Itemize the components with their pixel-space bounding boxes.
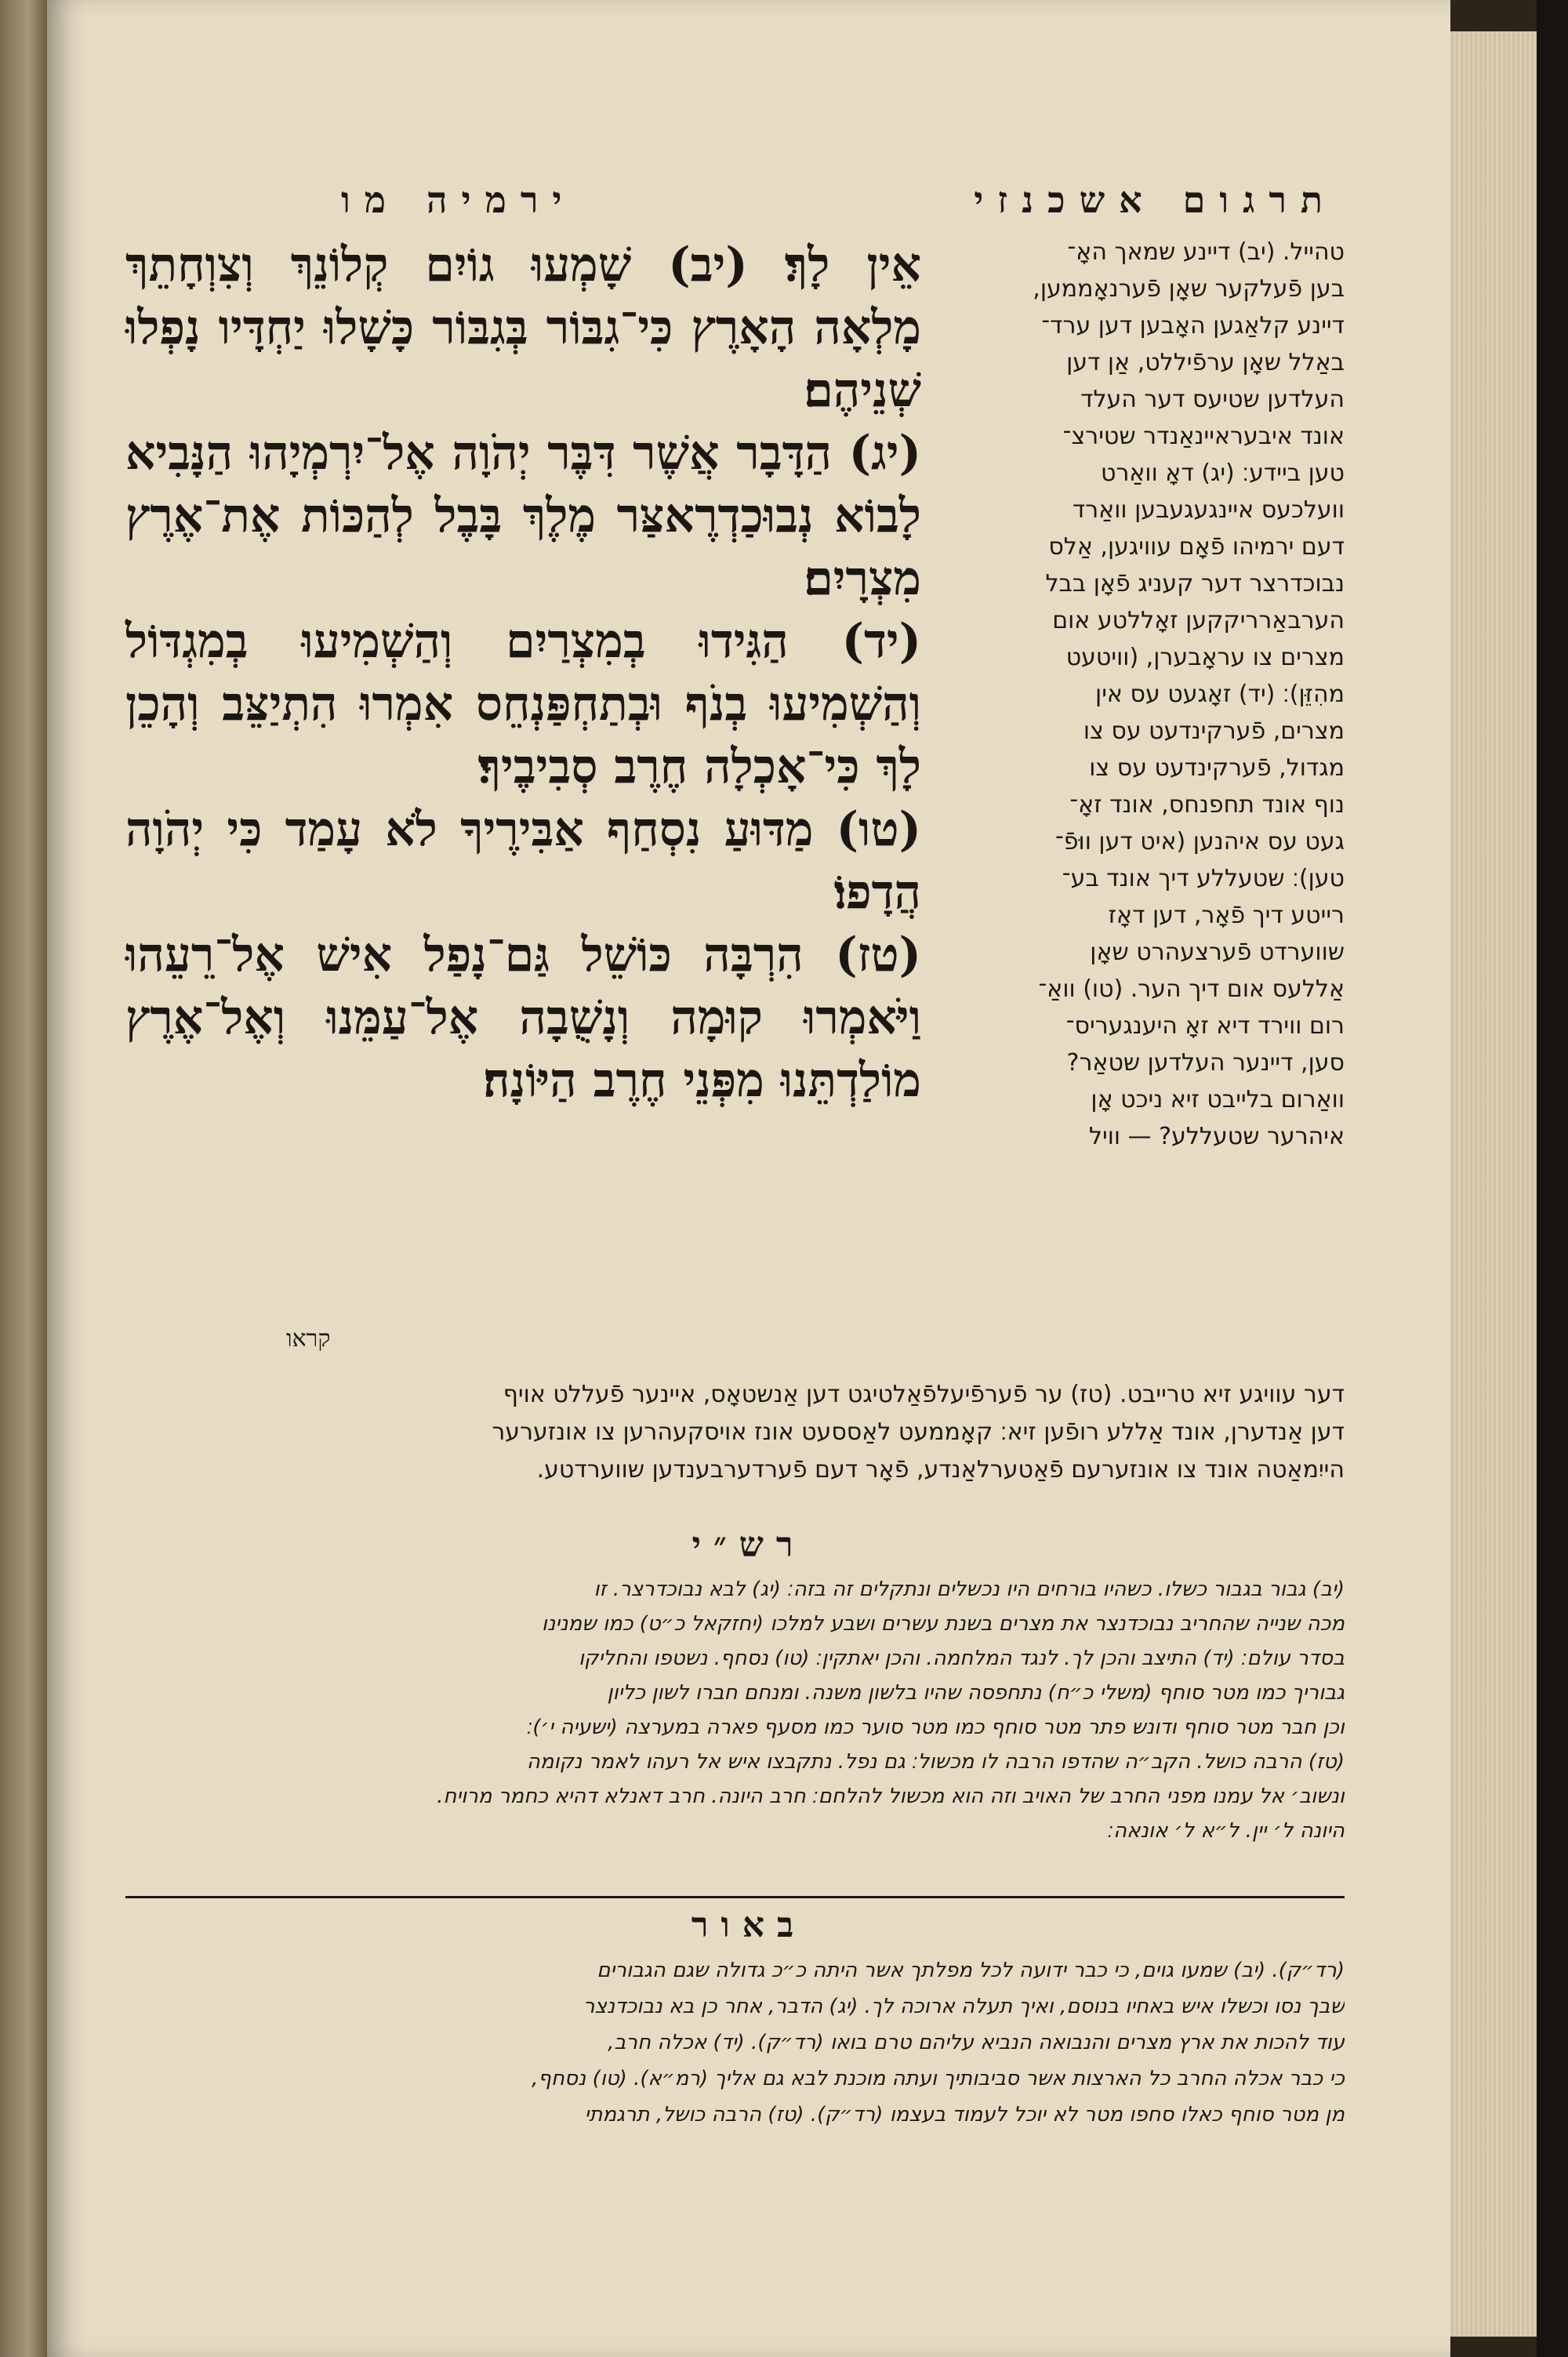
rashi-line: בסדר עולם׃ (יד) התיצב והכן לך. לנגד המלחמה. והכן יאתקין׃ (טו) נסחף. נשטפו והחליקו xyxy=(578,1647,1345,1670)
targum-line: דען אַנדערן, אונד אַללע רופֿען זיא׃ קאָממעט לאַססעט אונז אויסקעהרען צו אונזערער xyxy=(492,1418,1345,1446)
targum-line: טען)׃ שטעללע דיך אונד בע־ xyxy=(1062,865,1345,892)
targum-line: נבוכדרצר דער קעניג פֿאָן בבל xyxy=(1045,570,1345,597)
biur-line: כי כבר אכלה החרב כל הארצות אשר סביבותיך ועתה מוכנת לבא גם אליך (רמ״א). (טו) נסחף, xyxy=(532,2067,1345,2090)
targum-line: מהִזֵּן)׃ (יד) זאָגעט עס אין xyxy=(1095,681,1345,708)
running-header-book-chapter: ירמיה מו xyxy=(341,179,576,221)
targum-line: מצרים, פֿערקינדעט עס צו xyxy=(1083,717,1345,745)
verse: (טז) הִרְבָּה כּוֹשֵׁל גַּם־נָפַל אִישׁ אֶל־רֵעֵהוּ וַיֹּאמְרוּ קוּמָה וְנָשֻׁבָה אֶל־עַמֵּנוּ וְאֶל־אֶרֶץ מוֹלַדְתֵּנוּ מִפְּנֵי חֶרֶב הַיּוֹנָה׃ xyxy=(125,928,921,1108)
verse: (טו) מַדּוּעַ נִסְחַף אַבִּירֶיךָ לֹא עָמַד כִּי יְהֹוָה הֲדָפוֹ׃ xyxy=(125,802,921,920)
targum-line: מגדול, פֿערקינדעט עס צו xyxy=(1089,754,1345,782)
section-divider xyxy=(125,1896,1345,1898)
biur-line: שבך נסו וכשלו איש באחיו בנוסם, ואיך תעלה ארוכה לך. (יג) הדבר, אחר כן בא נבוכדנצר xyxy=(583,1995,1345,2018)
biur-line: מן מטר סוחף כאלו סחפו מטר לא יוכל לעמוד בעצמו (רד״ק). (טז) הרבה כושל, תרגמתי xyxy=(584,2103,1345,2126)
biur-line: (רד״ק). (יב) שמעו גוים, כי כבר ידועה לכל מפלתך אשר היתה כ״כ גדולה שגם הגבורים xyxy=(597,1959,1345,1982)
targum-line: נוף אונד תחפנחס, אונד זאָ־ xyxy=(1069,791,1345,819)
targum-line: אַללעס אום דיך הער. (טו) וואַ־ xyxy=(1038,975,1345,1003)
targum-line: וועלכעס איינגעגעבען וואַרד xyxy=(1072,496,1345,524)
targum-continuation xyxy=(125,1376,1345,1489)
rashi-line: (טז) הרבה כושל. הקב״ה שהדפו הרבה לו מכשול׃ גם נפל. נתקבצו איש אל רעהו לאמר נקומה xyxy=(526,1750,1345,1774)
targum-line: הערבאַרריקקען זאָללטע אום xyxy=(1052,607,1345,634)
rashi-line: גבוריך כמו מטר סוחף (משלי כ״ח) נתחפסה שהיו בלשון משנה. ומנחם חברו לשון כליון xyxy=(607,1681,1345,1705)
book-page xyxy=(47,0,1450,2357)
verse: (יג) הַדָּבָר אֲשֶׁר דִּבֶּר יְהֹוָה אֶל־יִרְמְיָהוּ הַנָּבִיא לָבוֹא נְבוּכַדְרֶאצַּר מֶלֶךְ בָּבֶל לְהַכּוֹת אֶת־אֶרֶץ מִצְרָיִם׃ xyxy=(125,426,921,606)
bible-text-block xyxy=(125,234,921,1112)
rashi-line: מכה שנייה שהחריב נבוכדנצר את מצרים בשנת עשרים ושבע למלכו (יחזקאל כ״ט) כמו שמנינו xyxy=(541,1612,1345,1636)
targum-line: דעם ירמיהו פֿאָם עוויגען, אַלס xyxy=(1048,533,1345,561)
targum-line: איהרער שטעללע? — וויל xyxy=(1088,1123,1345,1150)
verse: אֵין לָךְ׃ (יב) שָׁמְעוּ גוֹיִם קְלוֹנֵךְ וְצִוְחָתֵךְ מָלְאָה הָאָרֶץ כִּי־גִבּוֹר בְּגִבּוֹר כָּשָׁלוּ יַחְדָּיו נָפְלוּ שְׁנֵיהֶם׃ xyxy=(125,238,921,418)
rashi-line: ונשוב׳ אל עמנו מפני החרב של האויב וזה הוא מכשול להלחם׃ חרב היונה. חרב דאנלא דהיא כחמר מרויח. xyxy=(437,1785,1345,1808)
targum-line: וואַרום בלייבט זיא ניכט אָן xyxy=(1091,1086,1345,1113)
biur-heading: באור xyxy=(691,1905,807,1945)
rashi-line: היונה ל׳ יין. ל״א ל׳ אונאה׃ xyxy=(1107,1819,1345,1843)
targum-line: העלדען שטיעס דער העלד xyxy=(1080,386,1345,413)
targum-line: אונד איבעראיינאַנדר שטירצ־ xyxy=(1062,423,1345,450)
targum-line: דיינע קלאַגען האָבען דען ערד־ xyxy=(1041,312,1345,340)
targum-column xyxy=(988,234,1345,1155)
biur-line: עוד להכות את ארץ מצרים והנבואה הנביא עליהם טרם בואו (רד״ק). (יד) אכלה חרב, xyxy=(608,2031,1345,2054)
page-edges xyxy=(1450,31,1537,2337)
targum-line: בען פֿעלקער שאָן פֿערנאָממען, xyxy=(1033,275,1345,303)
rashi-heading: רש״י xyxy=(691,1525,806,1565)
targum-line: רייטע דיך פֿאָר, דען דאָז xyxy=(1108,902,1345,929)
targum-line: רום ווירד דיא זאָ היענגעריס־ xyxy=(1065,1012,1345,1040)
rashi-line: (יב) גבור בגבור כשלו. כשהיו בורחים היו נכשלים ונתקלים זה בזה׃ (יג) לבא נבוכדרצר. זו xyxy=(593,1578,1345,1601)
qere-note: קראו xyxy=(286,1325,331,1353)
background-edge xyxy=(1537,0,1568,2357)
targum-line: הייִמאַטה אונד צו אונזערעם פֿאַטערלאַנדע, פֿאָר דעם פֿערדערבענדען שווערדטע. xyxy=(536,1456,1345,1484)
targum-line: סען, דיינער העלדען שטאַר? xyxy=(1066,1049,1345,1077)
biur-commentary xyxy=(125,1952,1345,2133)
targum-line: טהייל. (יב) דיינע שמאך האָ־ xyxy=(1067,238,1345,266)
running-header-targum: תרגום אשכנזי xyxy=(974,179,1337,221)
rashi-commentary xyxy=(125,1572,1345,1848)
targum-line: באַלל שאָן ערפֿיללט, אַן דען xyxy=(1066,349,1345,376)
targum-line: מצרים צו עראָבערן, (וויטעט xyxy=(1065,644,1345,671)
targum-line: שווערדט פֿערצעהרט שאָן xyxy=(1090,939,1345,966)
targum-line: געט עס איהנען (איט דען ווּפֿ־ xyxy=(1054,828,1345,855)
verse: (יד) הַגִּידוּ בְמִצְרַיִם וְהַשְׁמִיעוּ בְמִגְדּוֹל וְהַשְׁמִיעוּ בְנֹף וּבְתַחְפַּנְחֵס אִמְרוּ הִתְיַצֵּב וְהָכֵן לָךְ כִּי־אָכְלָה חֶרֶב סְבִיבֶיךָ׃ xyxy=(125,614,921,794)
targum-line: טען ביידע׃ (יג) דאָ וואַרט xyxy=(1100,459,1345,487)
facing-page-edge xyxy=(0,0,47,2357)
rashi-line: וכן חבר מטר סוחף ודונש פתר מטר סוחף כמו מטר סוער כמו מסעף פארה במערצה (ישעיה י׳)׃ xyxy=(526,1716,1345,1739)
targum-line: דער עוויגע זיא טרייבט. (טז) ער פֿערפֿיעלפֿאַלטיגט דען אַנשטאָס, איינער פֿעללט אויף xyxy=(503,1381,1345,1408)
